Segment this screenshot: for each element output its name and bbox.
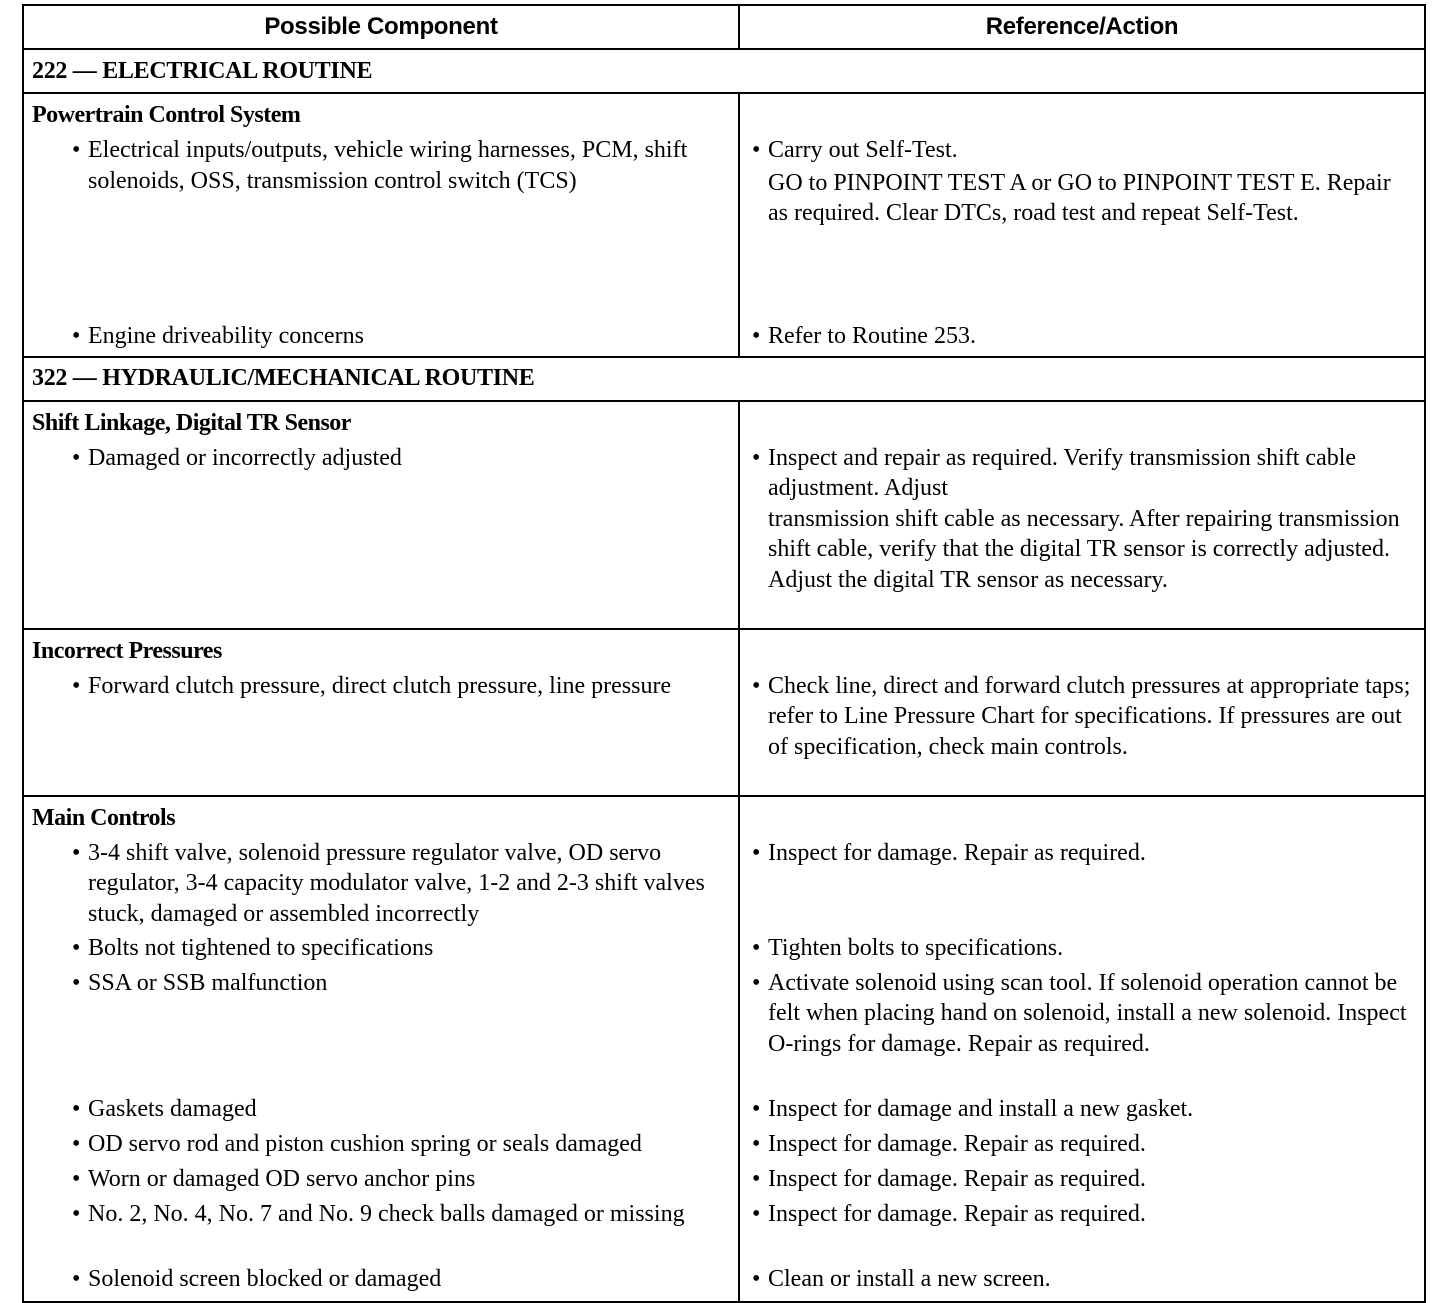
list-item: • Engine driveability concerns: [72, 323, 364, 349]
group-title: Shift Linkage, Digital TR Sensor: [32, 409, 351, 436]
action-text: Inspect for damage. Repair as required.: [768, 1165, 1146, 1192]
list-item: • Carry out Self-Test.: [752, 137, 958, 163]
list-item: • Gaskets damaged: [72, 1095, 257, 1122]
action-cell: [739, 401, 1425, 629]
action-text: Carry out Self-Test.: [768, 137, 958, 163]
component-text: Solenoid screen blocked or damaged: [88, 1265, 442, 1292]
action-text: Refer to Routine 253.: [768, 323, 976, 349]
group-title: Powertrain Control System: [32, 102, 301, 128]
section-row: [23, 357, 1425, 401]
component-text: SSA or SSB malfunction: [88, 969, 328, 996]
action-text: Clean or install a new screen.: [768, 1265, 1051, 1292]
list-item: • Inspect for damage. Repair as required.: [752, 1200, 1146, 1227]
list-item: • Inspect for damage. Repair as required.: [752, 1130, 1146, 1157]
action-text-continued: transmission shift cable as necessary. After repairing transmission shift cable, verify that the digital TR sensor is correctly adjusted. Adjust the digital TR sensor as necessary.: [768, 505, 1400, 593]
action-cell: [739, 93, 1425, 357]
list-item: • SSA or SSB malfunction: [72, 969, 328, 996]
component-text: Engine driveability concerns: [88, 323, 364, 349]
action-text: Inspect for damage. Repair as required.: [768, 1200, 1146, 1227]
list-item: • No. 2, No. 4, No. 7 and No. 9 check balls damaged or missing: [72, 1200, 685, 1227]
component-text: Forward clutch pressure, direct clutch pressure, line pressure: [88, 672, 672, 699]
action-text: Check line, direct and forward clutch pressures at appropriate taps; refer to Line Pressure Chart for specifications. If pressures are out of specification, check main controls.: [768, 672, 1411, 760]
section-row: [23, 49, 1425, 93]
group-title: Incorrect Pressures: [32, 637, 222, 664]
action-cell: [739, 796, 1425, 1302]
list-item: • Bolts not tightened to specifications: [72, 934, 434, 961]
list-item: • 3-4 shift valve, solenoid pressure regulator valve, OD servo regulator, 3-4 capacity modulator valve, 1-2 and 2-3 shift valves stuck, damaged or assembled incorrectly: [72, 839, 705, 927]
action-text: Inspect for damage. Repair as required.: [768, 839, 1146, 866]
component-text: Worn or damaged OD servo anchor pins: [88, 1165, 476, 1192]
list-item: • Inspect and repair as required. Verify transmission shift cable adjustment. Adjust: [752, 444, 1357, 501]
list-item: • Damaged or incorrectly adjusted: [72, 444, 402, 471]
action-text: Inspect for damage. Repair as required.: [768, 1130, 1146, 1157]
header-reference-action: Reference/Action: [739, 5, 1425, 49]
action-text: Inspect for damage and install a new gasket.: [768, 1095, 1194, 1122]
section-title: 222 — ELECTRICAL ROUTINE: [23, 49, 1425, 93]
component-text: Electrical inputs/outputs, vehicle wiring harnesses, PCM, shift solenoids, OSS, transmission control switch (TCS): [88, 137, 688, 194]
action-text: Inspect and repair as required. Verify transmission shift cable adjustment. Adjust: [768, 444, 1357, 501]
list-item: • Refer to Routine 253.: [752, 323, 976, 349]
component-cell: [23, 629, 739, 796]
section-title: 322 — HYDRAULIC/MECHANICAL ROUTINE: [23, 357, 1425, 401]
diagnostic-table: [22, 4, 1426, 1303]
list-item: • Activate solenoid using scan tool. If solenoid operation cannot be felt when placing hand on solenoid, install a new solenoid. Inspect O-rings for damage. Repair as required.: [752, 969, 1407, 1057]
component-text: Bolts not tightened to specifications: [88, 934, 434, 961]
list-item: • Forward clutch pressure, direct clutch pressure, line pressure: [72, 672, 672, 699]
component-text: OD servo rod and piston cushion spring or seals damaged: [88, 1130, 642, 1157]
list-item: • Electrical inputs/outputs, vehicle wiring harnesses, PCM, shift solenoids, OSS, transmission control switch (TCS): [72, 137, 688, 194]
list-item: • Check line, direct and forward clutch pressures at appropriate taps; refer to Line Pressure Chart for specifications. If pressures are out of specification, check main controls.: [752, 672, 1411, 760]
list-item: • Solenoid screen blocked or damaged: [72, 1265, 442, 1292]
action-text-continued: GO to PINPOINT TEST A or GO to PINPOINT TEST E. Repair as required. Clear DTCs, road test and repeat Self-Test.: [768, 169, 1391, 226]
list-item: • Clean or install a new screen.: [752, 1265, 1051, 1292]
group-row: [23, 401, 1425, 629]
list-item: • Inspect for damage. Repair as required.: [752, 839, 1146, 866]
group-row: [23, 796, 1425, 1302]
action-cell: [739, 629, 1425, 796]
group-row: [23, 93, 1425, 357]
list-item: • OD servo rod and piston cushion spring or seals damaged: [72, 1130, 642, 1157]
component-cell: [23, 401, 739, 629]
component-text: Gaskets damaged: [88, 1095, 257, 1122]
group-row: [23, 629, 1425, 796]
list-item: • Tighten bolts to specifications.: [752, 934, 1064, 961]
action-text: Tighten bolts to specifications.: [768, 934, 1064, 961]
header-row: [23, 5, 1425, 49]
list-item: • Worn or damaged OD servo anchor pins: [72, 1165, 476, 1192]
action-text: Activate solenoid using scan tool. If solenoid operation cannot be felt when placing hand on solenoid, install a new solenoid. Inspect O-rings for damage. Repair as required.: [768, 969, 1407, 1057]
header-possible-component: Possible Component: [23, 5, 739, 49]
component-text: No. 2, No. 4, No. 7 and No. 9 check balls damaged or missing: [88, 1200, 685, 1227]
component-cell: [23, 796, 739, 1302]
component-cell: [23, 93, 739, 357]
component-text: Damaged or incorrectly adjusted: [88, 444, 402, 471]
group-title: Main Controls: [32, 804, 176, 831]
component-text: 3-4 shift valve, solenoid pressure regulator valve, OD servo regulator, 3-4 capacity modulator valve, 1-2 and 2-3 shift valves stuck, damaged or assembled incorrectly: [88, 839, 705, 927]
list-item: • Inspect for damage and install a new gasket.: [752, 1095, 1194, 1122]
list-item: • Inspect for damage. Repair as required.: [752, 1165, 1146, 1192]
